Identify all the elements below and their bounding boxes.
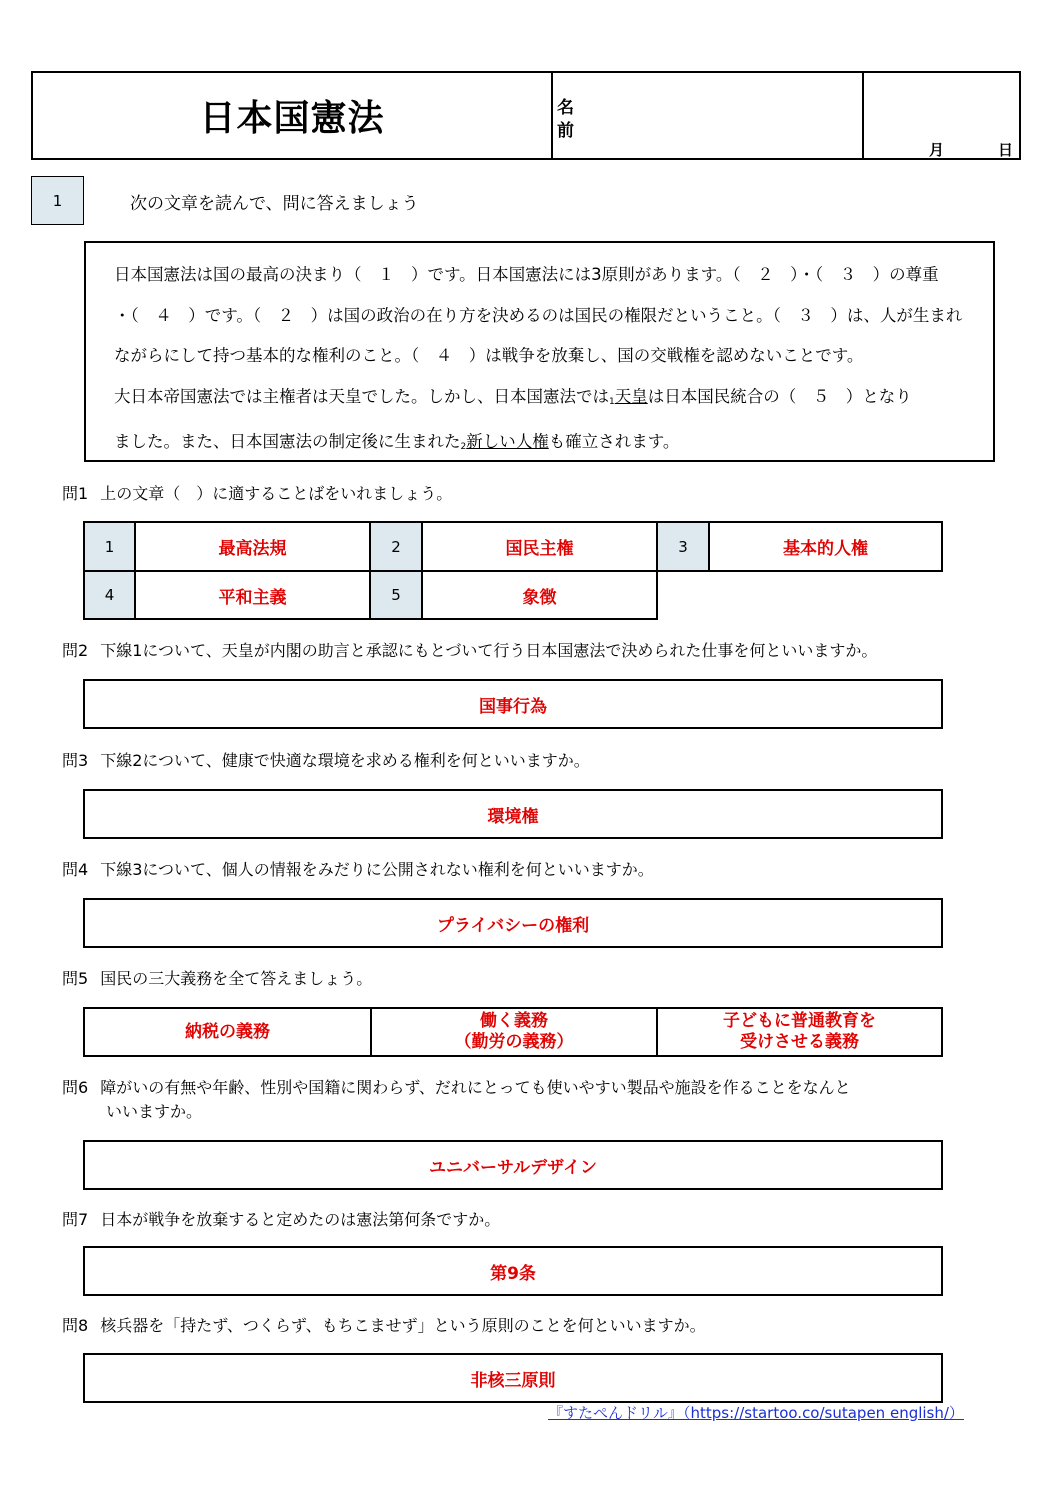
footer-credit-link[interactable]: 『すたぺんドリル』（https://startoo.co/sutapen english/） — [548, 1404, 964, 1422]
question-text: 核兵器を「持たず、つくらず、もちこませず」という原則のことを何といいますか。 — [100, 1316, 706, 1335]
name-label-2: 前 — [557, 121, 574, 141]
underline-marker-1: 1 — [609, 396, 615, 407]
question-5 — [62, 967, 372, 991]
question-1 — [62, 482, 452, 506]
section-instruction: 次の文章を読んで、問に答えましょう — [130, 194, 419, 214]
q1-answer-3[interactable]: 基本的人権 — [708, 521, 943, 572]
question-text: 日本が戦争を放棄すると定めたのは憲法第何条ですか。 — [100, 1210, 501, 1229]
q5-answer-2[interactable]: 働く義務 （勤労の義務） — [370, 1007, 658, 1057]
question-text-2: いいますか。 — [106, 1102, 203, 1121]
underline-2: 新しい人権 — [466, 432, 549, 451]
q1-answer-grid — [83, 521, 943, 620]
q1-answer-2[interactable]: 国民主権 — [421, 521, 658, 572]
q2-answer-box[interactable]: 国事行為 — [83, 679, 943, 729]
day-label: 日 — [998, 141, 1014, 159]
passage-line-3: ながらにして持つ基本的な権利のこと。（ ４ ）は戦争を放棄し、国の交戦権を認めないことです。 — [114, 346, 864, 365]
q6-answer-box[interactable]: ユニバーサルデザイン — [83, 1140, 943, 1190]
name-field[interactable] — [580, 75, 855, 155]
q1-num-5: 5 — [369, 570, 423, 620]
q3-answer-box[interactable]: 環境権 — [83, 789, 943, 839]
question-text: 下線3について、個人の情報をみだりに公開されない権利を何といいますか。 — [100, 860, 654, 879]
question-label: 問2 — [62, 641, 89, 660]
question-2 — [62, 639, 877, 663]
q4-answer-box[interactable]: プライバシーの権利 — [83, 898, 943, 948]
q8-answer-box[interactable]: 非核三原則 — [83, 1353, 943, 1403]
question-7 — [62, 1208, 500, 1232]
page-title: 日本国憲法 — [199, 98, 385, 139]
passage-line-2: ・（ ４ ）です。（ ２ ）は国の政治の在り方を決めるのは国民の権限だということ。（ ３ ）は、人が生まれ — [114, 305, 963, 325]
question-text-1: 障がいの有無や年齢、性別や国籍に関わらず、だれにとっても使いやすい製品や施設を作ることをなんと — [100, 1078, 851, 1097]
question-label: 問8 — [62, 1316, 89, 1335]
q1-num-3: 3 — [656, 521, 710, 572]
question-4 — [62, 858, 654, 882]
q1-answer-4[interactable]: 平和主義 — [134, 570, 371, 620]
q1-num-4: 4 — [83, 570, 136, 620]
question-label: 問4 — [62, 860, 89, 879]
question-6 — [62, 1076, 982, 1124]
question-text: 国民の三大義務を全て答えましょう。 — [100, 969, 373, 988]
underline-marker-2: 2 — [460, 442, 467, 452]
name-label-1: 名 — [557, 98, 574, 118]
question-label: 問6 — [62, 1078, 89, 1097]
q1-num-2: 2 — [369, 521, 423, 572]
passage-line-1: 日本国憲法は国の最高の決まり（ １ ）です。日本国憲法には3原則があります。（ ２ ）・（ ３ ）の尊重 — [114, 265, 939, 284]
question-label: 問3 — [62, 751, 89, 770]
question-text: 下線1について、天皇が内閣の助言と承認にもとづいて行う日本国憲法で決められた仕事を何といいますか。 — [100, 641, 878, 660]
q7-answer-box[interactable]: 第9条 — [83, 1246, 943, 1296]
month-label: 月 — [929, 141, 945, 159]
q5-answer-1[interactable]: 納税の義務 — [83, 1007, 372, 1057]
q1-answer-1[interactable]: 最高法規 — [134, 521, 371, 572]
section-number: 1 — [31, 176, 84, 225]
question-label: 問5 — [62, 969, 89, 988]
question-label: 問7 — [62, 1210, 89, 1229]
question-text: 下線2について、健康で快適な環境を求める権利を何といいますか。 — [100, 751, 590, 770]
underline-1: 天皇 — [614, 386, 648, 406]
q1-answer-5[interactable]: 象徴 — [421, 570, 658, 620]
question-8 — [62, 1314, 706, 1338]
passage-line-4: 大日本帝国憲法では主権者は天皇でした。しかし、日本国憲法では$_1$天皇は日本国民統合の（ ５ ）となり — [114, 386, 912, 407]
passage-box — [84, 241, 995, 462]
header-divider-1 — [551, 71, 553, 160]
header-divider-2 — [862, 71, 864, 160]
question-text: 上の文章（ ）に適することばをいれましょう。 — [100, 484, 453, 503]
q5-answer-3[interactable]: 子どもに普通教育を 受けさせる義務 — [656, 1007, 943, 1057]
question-label: 問1 — [62, 484, 89, 503]
passage-line-5: ました。また、日本国憲法の制定後に生まれた$_2$新しい人権も確立されます。 — [114, 432, 680, 452]
q5-answer-grid — [83, 1007, 943, 1057]
q1-num-1: 1 — [83, 521, 136, 572]
question-3 — [62, 749, 590, 773]
